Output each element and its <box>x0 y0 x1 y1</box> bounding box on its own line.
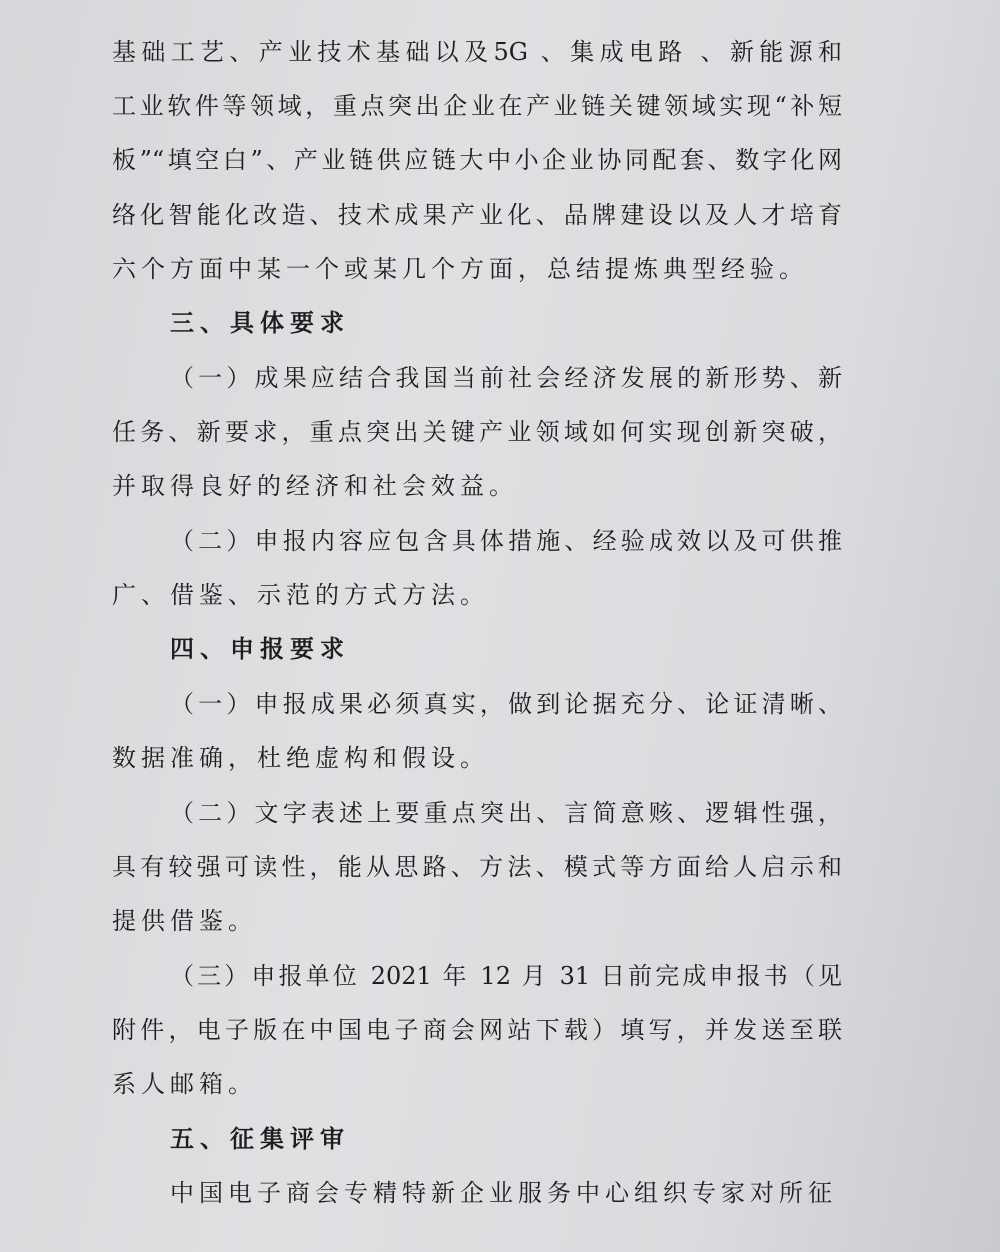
text-line: 中国电子商会专精特新企业服务中心组织专家对所征 <box>170 1179 837 1207</box>
section-heading: 四、申报要求 <box>170 635 350 663</box>
text-line: 板”“填空白”、产业链供应链大中小企业协同配套、数字化网 <box>112 146 842 174</box>
text-line: （一）成果应结合我国当前社会经济发展的新形势、新 <box>170 364 842 392</box>
text-line: 任务、新要求，重点突出关键产业领域如何实现创新突破， <box>112 418 842 446</box>
text-line: （二）文字表述上要重点突出、言简意赅、逻辑性强， <box>170 799 842 827</box>
section-heading: 三、具体要求 <box>170 309 350 337</box>
section-heading: 五、征集评审 <box>170 1125 350 1153</box>
text-line: （二）申报内容应包含具体措施、经验成效以及可供推 <box>170 527 842 555</box>
text-line: 提供借鉴。 <box>112 907 257 935</box>
text-line: 数据准确，杜绝虚构和假设。 <box>112 744 489 772</box>
text-line: 具有较强可读性，能从思路、方法、模式等方面给人启示和 <box>112 853 842 881</box>
text-line: 基础工艺、产业技术基础以及5G 、集成电路 、新能源和 <box>112 38 842 66</box>
text-line: （一）申报成果必须真实，做到论据充分、论证清晰、 <box>170 690 842 718</box>
text-line: 六个方面中某一个或某几个方面，总结提炼典型经验。 <box>112 255 808 283</box>
text-line: （三）申报单位 2021 年 12 月 31 日前完成申报书（见 <box>170 962 842 990</box>
text-line: 工业软件等领域，重点突出企业在产业链关键领域实现“补短 <box>112 92 842 120</box>
text-line: 并取得良好的经济和社会效益。 <box>112 472 518 500</box>
text-line: 附件，电子版在中国电子商会网站下载）填写，并发送至联 <box>112 1016 842 1044</box>
text-line: 广、借鉴、示范的方式方法。 <box>112 581 489 609</box>
text-line: 络化智能化改造、技术成果产业化、品牌建设以及人才培育 <box>112 201 842 229</box>
text-line: 系人邮箱。 <box>112 1070 257 1098</box>
